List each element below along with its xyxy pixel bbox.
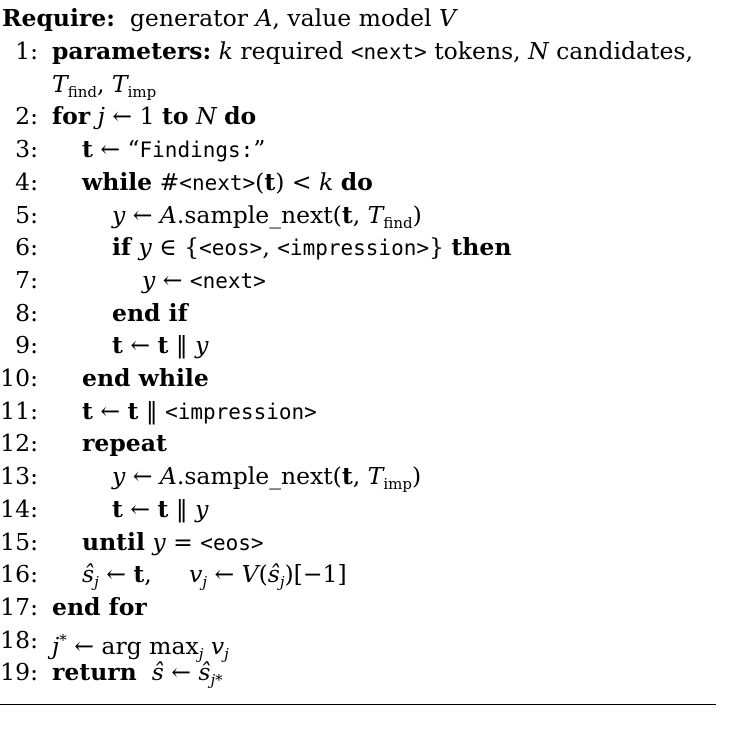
algorithm-line (0, 395, 730, 428)
require-label: Require: (2, 4, 115, 32)
line-code: end for (52, 592, 147, 621)
algorithm-line (0, 558, 730, 591)
algorithm-line (0, 133, 730, 166)
line-code: t ← “Findings:” (82, 135, 266, 164)
line-code: if y ∈ {<eos>, <impression>} then (112, 233, 512, 262)
algorithm-line (0, 68, 730, 101)
algorithm-line (0, 493, 730, 526)
line-code: t ← t ‖ y (112, 494, 209, 523)
line-code: repeat (82, 429, 167, 458)
algorithm-line (0, 329, 730, 362)
line-code: for j ← 1 to N do (52, 102, 257, 131)
line-number: 9: (15, 331, 38, 360)
line-code: return ŝ ← $ŝ_{j*}$ (52, 658, 223, 690)
line-code: y ← A.sample_next(t, $T_{imp}$) (112, 462, 422, 494)
line-code: until y = <eos> (82, 527, 264, 556)
line-code: $T_{find}$, $T_{imp}$ (52, 69, 157, 101)
algorithm-line (0, 427, 730, 460)
algorithm-line (0, 166, 730, 199)
line-number: 18: (0, 625, 38, 654)
line-number: 1: (15, 37, 38, 65)
line-number: 17: (0, 592, 38, 621)
line-code: while #<next>(t) < k do (82, 167, 373, 196)
algorithm-line (0, 199, 730, 232)
line-number: 10: (0, 364, 38, 392)
line-code: t ← t ‖ y (112, 331, 209, 360)
algorithm-line (0, 591, 730, 624)
line-code: end if (112, 298, 188, 327)
line-code: parameters: k required <next> tokens, N candidates, (52, 37, 693, 65)
require-text: generator A, value model V (122, 4, 457, 32)
line-code: $ŝ_j$ ← t, $v_j$ ← $V(ŝ_j)[-1]$ (82, 560, 347, 592)
algorithm-line (0, 656, 730, 689)
line-code: end while (82, 364, 209, 392)
line-number: 14: (0, 494, 38, 523)
require-line (2, 2, 456, 35)
line-code: y ← A.sample_next(t, $T_{find}$) (112, 200, 422, 232)
line-code: j* ← arg $\max_j v_j$ (52, 630, 229, 663)
line-number: 19: (0, 658, 38, 687)
algorithm-line (0, 460, 730, 493)
line-code: t ← t ‖ <impression> (82, 396, 317, 425)
line-number: 5: (15, 200, 38, 229)
algorithm-line (0, 100, 730, 133)
algorithm-line (0, 526, 730, 559)
algorithm-line (0, 231, 730, 264)
line-number: 7: (15, 265, 38, 294)
bottom-rule (0, 704, 716, 705)
algorithm-line (0, 264, 730, 297)
line-number: 12: (0, 429, 38, 458)
algorithm-line (0, 35, 730, 68)
line-number: 15: (0, 527, 38, 556)
line-number: 11: (0, 396, 38, 425)
algorithm-line (0, 297, 730, 330)
line-number: 2: (15, 102, 38, 131)
line-number: 3: (15, 135, 38, 164)
line-number: 4: (15, 167, 38, 196)
line-number: 8: (15, 298, 38, 327)
line-number: 13: (0, 462, 38, 491)
algorithm-line (0, 362, 730, 395)
line-number: 16: (0, 560, 38, 589)
line-code: y ← <next> (142, 265, 266, 294)
line-number: 6: (15, 233, 38, 262)
algorithm-line (0, 624, 730, 663)
